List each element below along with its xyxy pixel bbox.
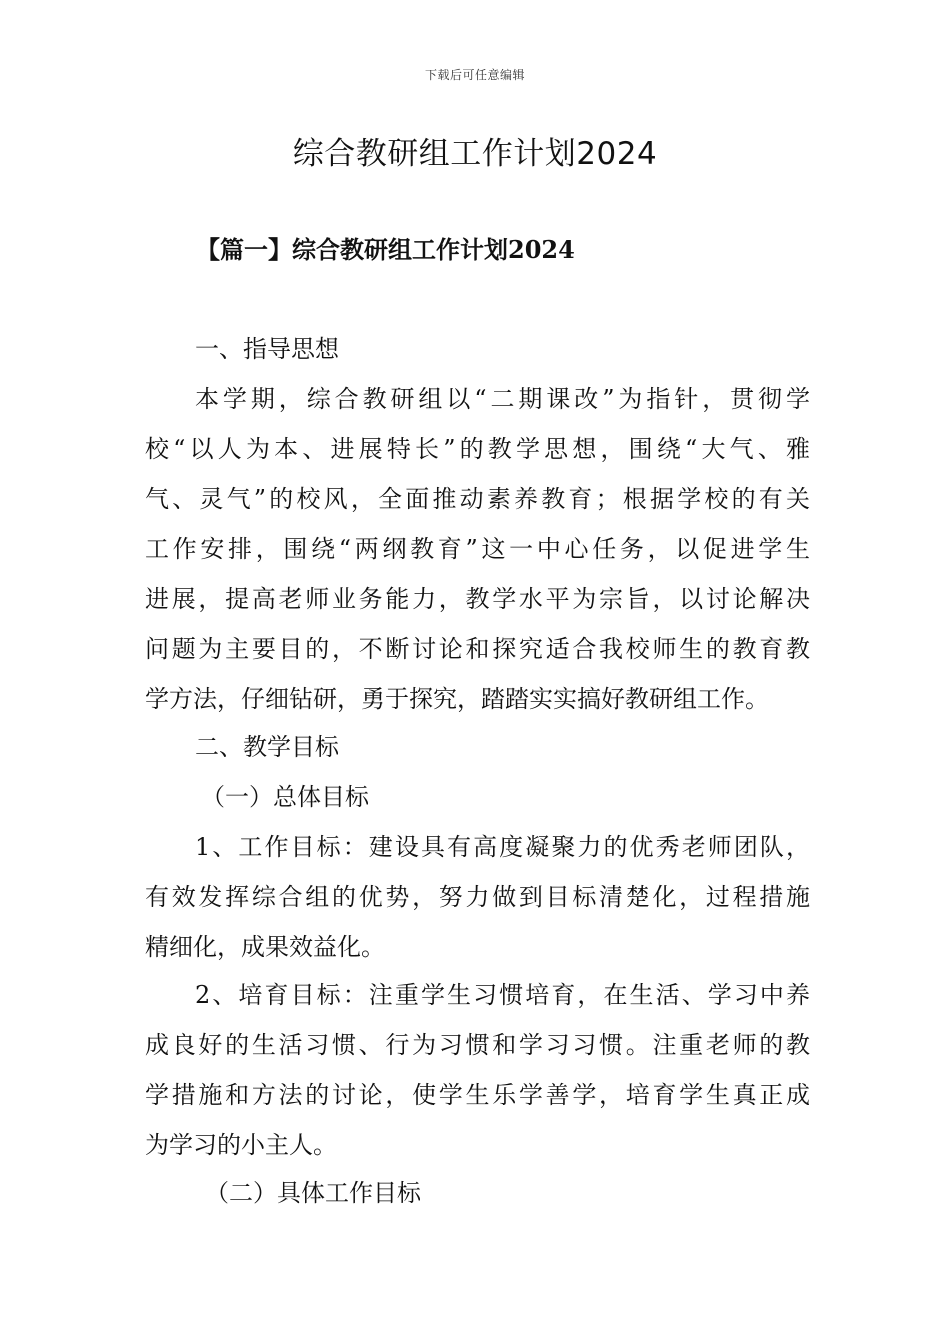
- text-line: 学方法，仔细钻研，勇于探究，踏踏实实搞好教研组工作。: [145, 685, 769, 713]
- text-line: 成良好的生活习惯、行为习惯和学习习惯。注重老师的教: [145, 1031, 810, 1059]
- text-line: 进展，提高老师业务能力，教学水平为宗旨，以讨论解决: [145, 585, 810, 613]
- text-line: 校“以人为本、进展特长”的教学思想，围绕“大气、雅: [145, 435, 810, 463]
- heading-specific-goals: [145, 1168, 810, 1218]
- text-line: （二）具体工作目标: [205, 1179, 421, 1207]
- text-line: 一、指导思想: [195, 335, 339, 363]
- text-line: 二、教学目标: [195, 733, 339, 761]
- text-line: 精细化，成果效益化。: [145, 933, 385, 961]
- text-line: 气、灵气”的校风，全面推动素养教育；根据学校的有关: [145, 485, 810, 513]
- text-line: 本学期，综合教研组以“二期课改”为指针，贯彻学: [195, 385, 810, 413]
- heading-teaching-goals: [145, 722, 810, 772]
- text-line: 1、工作目标：建设具有高度凝聚力的优秀老师团队，: [195, 833, 810, 861]
- section-title: 【篇一】综合教研组工作计划2024: [196, 235, 575, 264]
- header-note: 下载后可任意编辑: [424, 68, 525, 82]
- text-line: （一）总体目标: [201, 783, 369, 811]
- text-line: 为学习的小主人。: [145, 1131, 337, 1159]
- heading-guiding-thought: [145, 324, 810, 374]
- text-line: 有效发挥综合组的优势，努力做到目标清楚化，过程措施: [145, 883, 810, 911]
- document-title: 综合教研组工作计划2024: [292, 136, 658, 172]
- heading-overall-goals: [145, 772, 810, 822]
- text-line: 工作安排，围绕“两纲教育”这一中心任务，以促进学生: [145, 535, 810, 563]
- paragraph-cultivation-goal: [145, 970, 810, 1170]
- paragraph-work-goal: [145, 822, 810, 972]
- text-line: 2、培育目标：注重学生习惯培育，在生活、学习中养: [195, 981, 810, 1009]
- text-line: 问题为主要目的，不断讨论和探究适合我校师生的教育教: [145, 635, 810, 663]
- paragraph-guiding-thought: [145, 374, 810, 724]
- text-line: 学措施和方法的讨论，使学生乐学善学，培育学生真正成: [145, 1081, 810, 1109]
